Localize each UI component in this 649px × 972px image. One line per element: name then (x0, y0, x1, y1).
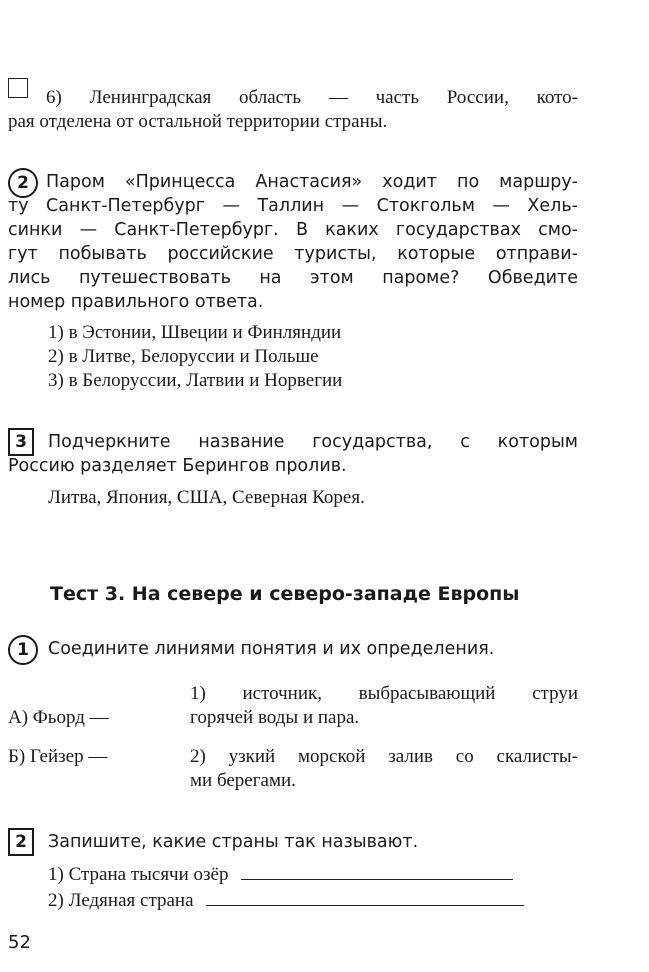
answer-line-2[interactable] (206, 891, 524, 906)
task2-line4: гут побывать российские туристы, которые отправи- (8, 244, 578, 264)
test-task2-item1 (48, 863, 513, 887)
test-task2-number: 2 (8, 828, 34, 856)
task3-number: 3 (8, 428, 34, 456)
task2-number: 2 (8, 168, 38, 198)
task2-line2: ту Санкт-Петербург — Таллин — Стокгольм — Хель- (8, 196, 578, 216)
test-task1-text: Соедините линиями понятия и их определения. (48, 639, 495, 659)
task2-line1: Паром «Принцесса Анастасия» ходит по маршру- (46, 172, 578, 192)
test-task1-number: 1 (8, 635, 38, 665)
answer-line-1[interactable] (241, 865, 513, 880)
definition-2-line2[interactable]: ми берегами. (190, 770, 296, 791)
test-heading: Тест 3. На севере и северо-западе Европы (50, 583, 520, 605)
task2-line6: номер правильного ответа. (8, 292, 264, 312)
task3-answers[interactable]: Литва, Япония, США, Северная Корея. (48, 487, 365, 508)
task3-line2: Россию разделяет Берингов пролив. (8, 456, 347, 476)
task2-option-3[interactable]: 3) в Белоруссии, Латвии и Норвегии (48, 370, 343, 391)
task2-option-2[interactable]: 2) в Литве, Белоруссии и Польше (48, 346, 319, 367)
top-item-line2: рая отделена от остальной территории страны. (8, 111, 388, 132)
page-number: 52 (8, 932, 31, 953)
definition-1-line1[interactable]: 1) источник, выбрасывающий струи (190, 683, 578, 704)
test-task2-text: Запишите, какие страны так называют. (48, 832, 419, 852)
task2-line3: синки — Санкт-Петербург. В каких государствах смо- (8, 220, 578, 240)
task2-option-1[interactable]: 1) в Эстонии, Швеции и Финляндии (48, 322, 342, 343)
test-task2-item1-label: 1) Страна тысячи озёр (48, 864, 229, 885)
definition-2-line1[interactable]: 2) узкий морской залив со скалисты- (190, 746, 578, 767)
task2-line5: лись путешествовать на этом пароме? Обведите (8, 268, 578, 288)
test-task2-item2 (48, 889, 524, 913)
top-item-line1: 6) Ленинградская область — часть России, кото- (46, 87, 578, 108)
definition-1-line2[interactable]: горячей воды и пара. (190, 707, 360, 728)
test-task2-item2-label: 2) Ледяная страна (48, 890, 194, 911)
answer-checkbox[interactable] (8, 78, 28, 98)
term-b[interactable]: Б) Гейзер — (8, 746, 108, 767)
task3-line1: Подчеркните название государства, с которым (48, 432, 578, 452)
term-a[interactable]: А) Фьорд — (8, 707, 109, 728)
